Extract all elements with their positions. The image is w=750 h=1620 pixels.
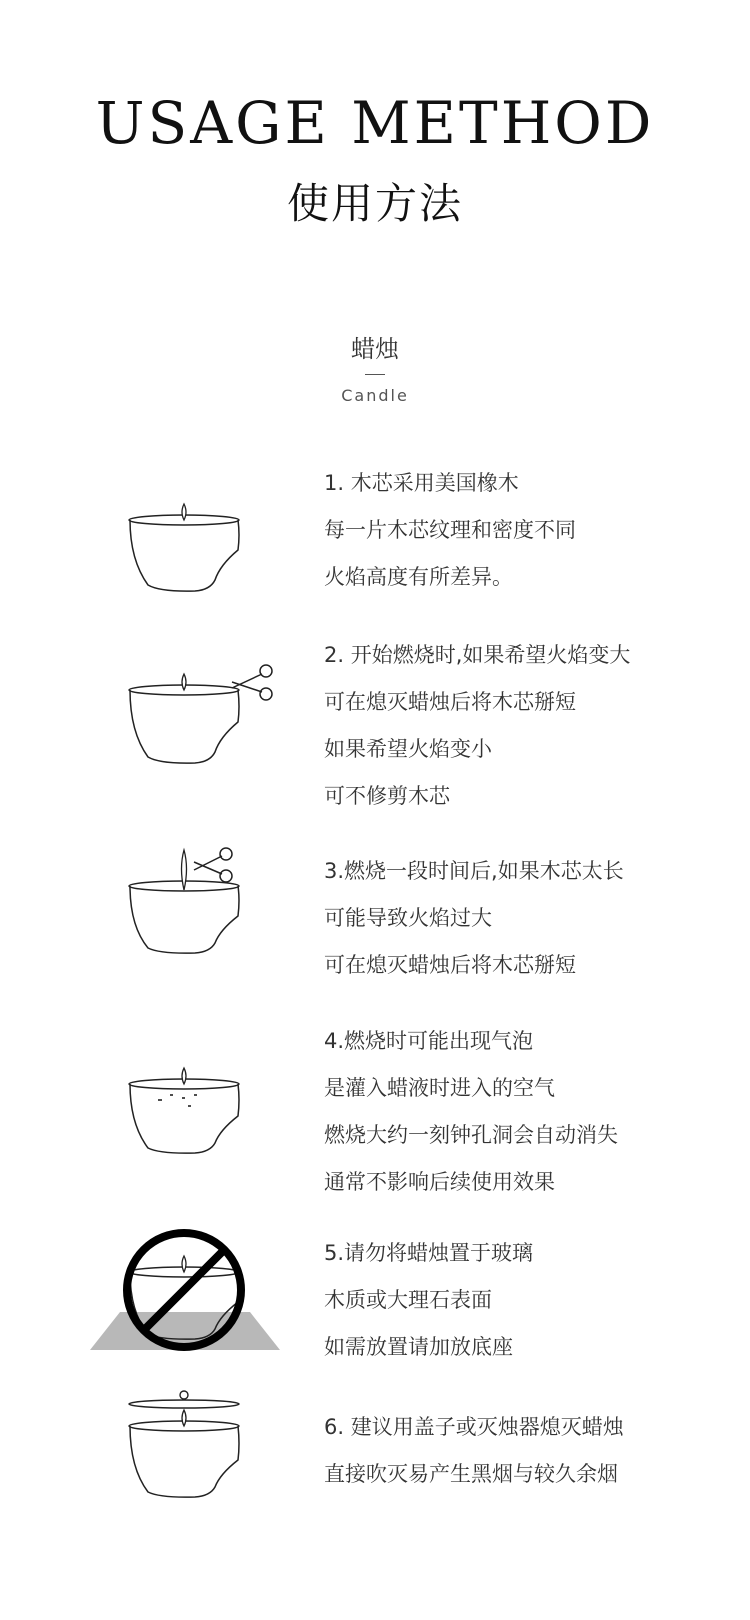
candle-long-wick-trim-icon <box>80 848 300 1018</box>
no-candle-on-surface-icon <box>80 1230 300 1400</box>
step-line: 可不修剪木芯 <box>324 784 450 808</box>
candle-lid-icon <box>80 1388 300 1558</box>
step-3-text <box>324 848 744 989</box>
step-5-text <box>324 1230 744 1371</box>
step-2-text <box>324 632 744 820</box>
step-line: 如需放置请加放底座 <box>324 1335 513 1359</box>
candle-trim-icon <box>80 662 300 832</box>
section-title-en: Candle <box>341 386 409 405</box>
step-line: 可能导致火焰过大 <box>324 906 492 930</box>
step-line: 可在熄灭蜡烛后将木芯掰短 <box>324 690 576 714</box>
step-line: 直接吹灭易产生黑烟与较久余烟 <box>324 1462 618 1486</box>
step-line: 5.请勿将蜡烛置于玻璃 <box>324 1241 534 1265</box>
step-line: 是灌入蜡液时进入的空气 <box>324 1076 555 1100</box>
step-line: 燃烧大约一刻钟孔洞会自动消失 <box>324 1123 618 1147</box>
candle-icon <box>80 490 300 660</box>
section-divider <box>365 374 385 375</box>
step-line: 4.燃烧时可能出现气泡 <box>324 1029 534 1053</box>
step-line: 3.燃烧一段时间后,如果木芯太长 <box>324 859 624 883</box>
page-title-cn: 使用方法 <box>286 179 463 228</box>
step-line: 1. 木芯采用美国橡木 <box>324 471 519 495</box>
step-line: 每一片木芯纹理和密度不同 <box>324 518 576 542</box>
candle-bubbles-icon <box>80 1068 300 1238</box>
page-title-en: USAGE METHOD <box>95 89 655 157</box>
step-6-text <box>324 1404 744 1498</box>
section-title-cn: 蜡烛 <box>351 335 399 363</box>
step-line: 可在熄灭蜡烛后将木芯掰短 <box>324 953 576 977</box>
step-line: 木质或大理石表面 <box>324 1288 492 1312</box>
step-line: 6. 建议用盖子或灭烛器熄灭蜡烛 <box>324 1415 624 1439</box>
step-4-text <box>324 1018 744 1206</box>
step-line: 2. 开始燃烧时,如果希望火焰变大 <box>324 643 631 667</box>
step-line: 如果希望火焰变小 <box>324 737 492 761</box>
step-line: 火焰高度有所差异。 <box>324 565 513 589</box>
step-1-text <box>324 460 744 601</box>
step-line: 通常不影响后续使用效果 <box>324 1170 555 1194</box>
